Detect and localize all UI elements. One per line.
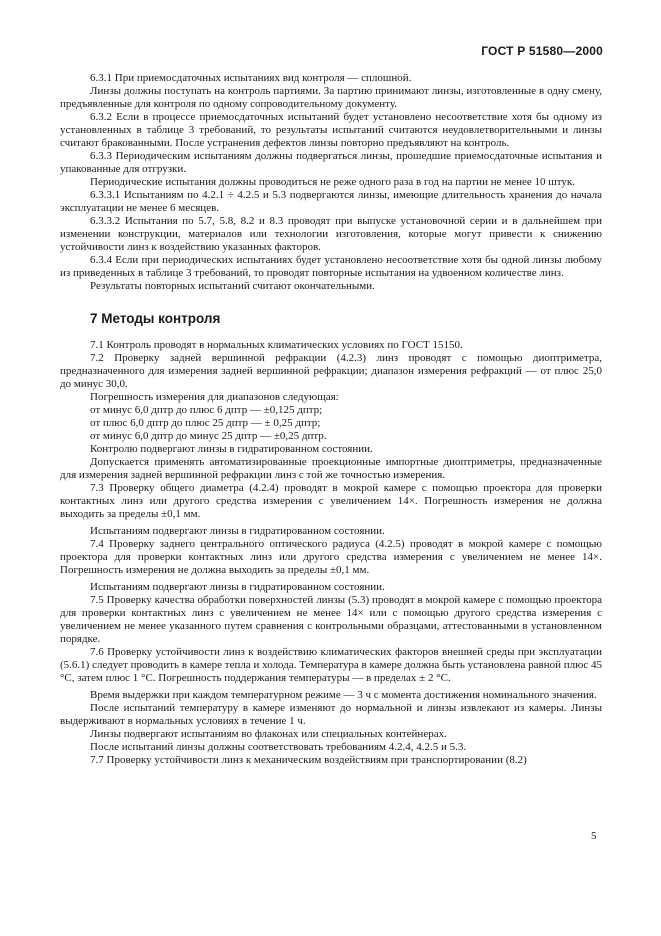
paragraph: 6.3.3 Периодическим испытаниям должны подвергаться линзы, прошедшие приемосдаточные испытания и упакованные для отгрузки. (60, 150, 602, 175)
paragraph: Результаты повторных испытаний считают окончательными. (90, 280, 375, 292)
paragraph: Периодические испытания должны проводиться не реже одного раза в год на партии не менее 10 штук. (90, 176, 575, 188)
paragraph: 6.3.4 Если при периодических испытаниях будет установлено несоответствие хотя бы одной линзы любому из приведенных в таблице 3 требований, то проводят повторные испытания на удвоенном количестве линз. (60, 254, 602, 279)
paragraph: Испытаниям подвергают линзы в гидратированном состоянии. (90, 581, 385, 593)
paragraph: Время выдержки при каждом температурном режиме — 3 ч с момента достижения номинального значения. (90, 689, 597, 701)
paragraph: Погрешность измерения для диапазонов следующая: (90, 391, 339, 403)
paragraph: Допускается применять автоматизированные проекционные импортные диоптриметры, предназначенные для измерения задней вершинной рефракции линз с той же точностью измерения. (60, 456, 602, 481)
paragraph: 7.1 Контроль проводят в нормальных климатических условиях по ГОСТ 15150. (90, 339, 463, 351)
paragraph: 6.3.3.1 Испытаниям по 4.2.1 ÷ 4.2.5 и 5.3 подвергаются линзы, имеющие длительность хранения до начала эксплуатации не менее 6 месяцев. (60, 189, 602, 214)
list-item: от минус 6,0 дптр до плюс 6 дптр — ±0,125 дптр; (90, 404, 323, 416)
paragraph: 7.2 Проверку задней вершинной рефракции (4.2.3) линз проводят с помощью диоптриметра, предназначенного для измерения задней вершинной рефракции; диапазон измерения рефракций — от плюс 25,0 до минус 30,0. (60, 352, 602, 390)
paragraph: 7.6 Проверку устойчивости линз к воздействию климатических факторов внешней среды при эксплуатации (5.6.1) следует проводить в камере тепла и холода. Температура в камере должна быть установлена равной плюс 45 °С, затем плюс 1 °С. Погрешность поддержания температуры — в пределах ± 2 °С. (60, 646, 602, 684)
standard-code-header: ГОСТ Р 51580—2000 (481, 44, 603, 58)
paragraph: 7.3 Проверку общего диаметра (4.2.4) проводят в мокрой камере с помощью проектора для проверки контактных линз или другого средства измерения с увеличением 14×. Погрешность измерения не должна выходить за пределы ±0,1 мм. (60, 482, 602, 520)
section-heading: 7 Методы контроля (90, 311, 221, 326)
document-body (60, 72, 602, 767)
paragraph: 6.3.2 Если в процессе приемосдаточных испытаний будет установлено несоответствие хотя бы одному из установленных в таблице 3 требований, то результаты испытаний считаются неудовлетворительными и линзы считают бракованными. После устранения дефектов линзы повторно предъявляют на контроль. (60, 111, 602, 149)
paragraph: Линзы подвергают испытаниям во флаконах или специальных контейнерах. (90, 728, 447, 740)
paragraph: 7.7 Проверку устойчивости линз к механическим воздействиям при транспортировании (8.2) (90, 754, 527, 766)
paragraph: 6.3.3.2 Испытания по 5.7, 5.8, 8.2 и 8.3 проводят при выпуске установочной серии и в дальнейшем при изменении конструкции, материалов или технологии изготовления, которые могут привести к снижению устойчивости линз к воздействию указанных факторов. (60, 215, 602, 253)
paragraph: Контролю подвергают линзы в гидратированном состоянии. (90, 443, 373, 455)
paragraph: Линзы должны поступать на контроль партиями. За партию принимают линзы, изготовленные в одну смену, предъявленные для контроля по одному сопроводительному документу. (60, 85, 602, 110)
list-item: от минус 6,0 дптр до минус 25 дптр — ±0,25 дптр. (90, 430, 327, 442)
paragraph: 6.3.1 При приемосдаточных испытаниях вид контроля — сплошной. (90, 72, 412, 84)
paragraph: 7.4 Проверку заднего центрального оптического радиуса (4.2.5) проводят в мокрой камере с помощью проектора для проверки контактных линз или другого средства измерения с увеличением не менее 14×. Погрешность измерения не должна выходить за пределы ±0,1 мм. (60, 538, 602, 576)
paragraph: После испытаний линзы должны соответствовать требованиям 4.2.4, 4.2.5 и 5.3. (90, 741, 467, 753)
paragraph: После испытаний температуру в камере изменяют до нормальной и линзы извлекают из камеры. Линзы выдерживают в нормальных условиях в течение 1 ч. (60, 702, 602, 727)
page-number: 5 (591, 830, 597, 842)
list-item: от плюс 6,0 дптр до плюс 25 дптр — ± 0,25 дптр; (90, 417, 321, 429)
paragraph: 7.5 Проверку качества обработки поверхностей линзы (5.3) проводят в мокрой камере с помощью проектора для проверки контактных линз с увеличением не менее 14× или с помощью другого средства измерения с увеличением не менее указанного путем сравнения с контрольными образцами, аттестованными в установленном порядке. (60, 594, 602, 645)
paragraph: Испытаниям подвергают линзы в гидратированном состоянии. (90, 525, 385, 537)
